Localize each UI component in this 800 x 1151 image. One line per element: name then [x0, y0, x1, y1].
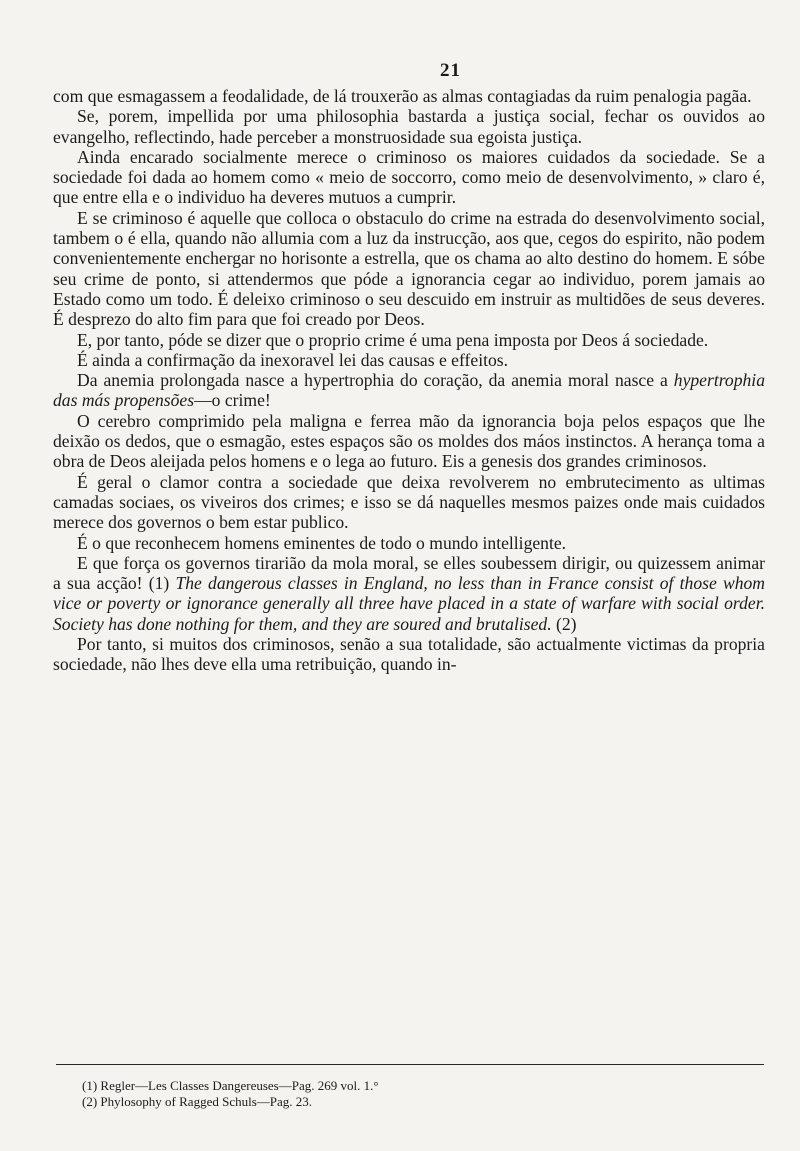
- footnote-rule: [56, 1064, 764, 1065]
- text-run: E, por tanto, póde se dizer que o proprio crime é uma pena imposta por Deos á sociedade.: [77, 329, 709, 350]
- text-run: Se, porem, impellida por uma philosophia bastarda a justiça social, fechar os ouvidos ao evangelho, reflectindo, hade perceber a monstruosidade sua egoista justiça.: [53, 106, 765, 147]
- paragraph: [53, 472, 765, 533]
- body-text: [53, 86, 765, 675]
- text-run: O cerebro comprimido pela maligna e ferrea mão da ignorancia boja pelos espaços que lhe deixão os dedos, que o esmagão, estes espaços são os moldes dos máos instinctos. A herança toma a obra de Deos aleijada pelos homens e o lega ao futuro. Eis a genesis dos grandes criminosos.: [53, 410, 765, 472]
- paragraph: [53, 533, 765, 553]
- paragraph: [53, 86, 765, 106]
- text-run: É ainda a confirmação da inexoravel lei das causas e effeitos.: [77, 349, 509, 370]
- italic-text: The dangerous classes in England, no less than in France consist of those whom vice or poverty or ignorance generally all three have placed in a state of warfare with social order. Society has done nothing for them, and they are soured and brutalised.: [53, 573, 766, 634]
- page-number: 21: [440, 60, 461, 81]
- footnote: (1) Regler—Les Classes Dangereuses—Pag. 269 vol. 1.°: [82, 1078, 379, 1093]
- footnotes: [82, 1078, 682, 1110]
- text-run: com que esmagassem a feodalidade, de lá trouxerão as almas contagiadas da ruim penalogia pagãa.: [53, 86, 752, 106]
- paragraph: [53, 634, 765, 675]
- paragraph: [53, 147, 765, 208]
- paragraph: [53, 370, 765, 411]
- paragraph: [53, 350, 765, 370]
- paragraph: [53, 208, 765, 330]
- text-run: E se criminoso é aquelle que colloca o obstaculo do crime na estrada do desenvolvimento social, tambem o é ella, quando não allumia com a luz da instrucção, aos que, cegos do espirito, não podem convenientemente enchergar no horisonte a estrella, que os chama ao alto destino do homem. E sóbe seu crime de ponto, si attendermos que póde a ignorancia cegar ao individuo, porem jamais ao Estado como um todo. É deleixo criminoso o seu descuido em instruir as multidões de seus deveres. É desprezo do alto fim para que foi creado por Deos.: [53, 207, 765, 330]
- footnote: (2) Phylosophy of Ragged Schuls—Pag. 23.: [82, 1094, 313, 1109]
- text-run: É geral o clamor contra a sociedade que deixa revolverem no embrutecimento as ultimas camadas sociaes, os viveiros dos crimes; e isso se dá naquelles mesmos paizes onde mais cuidados merece dos governos o bem estar publico.: [53, 471, 765, 533]
- text-run: É o que reconhecem homens eminentes de todo o mundo intelligente.: [77, 532, 567, 553]
- text-run: —o crime!: [194, 390, 271, 411]
- text-run: Da anemia prolongada nasce a hypertrophia do coração, da anemia moral nasce a: [77, 370, 674, 391]
- text-run: E que força os governos tirarião da mola moral, se elles soubessem dirigir, ou quizessem animar a sua acção! (1): [53, 552, 765, 594]
- text-run: (2): [551, 613, 577, 634]
- italic-text: hypertrophia das más propensões: [53, 370, 765, 411]
- paragraph: [53, 411, 765, 472]
- paragraph: [53, 553, 765, 634]
- paragraph: [53, 330, 765, 350]
- text-run: Ainda encarado socialmente merece o criminoso os maiores cuidados da sociedade. Se a sociedade foi dada ao homem como « meio de soccorro, como meio de desenvolvimento, » claro é, que entre ella e o individuo ha deveres mutuos a cumprir.: [53, 146, 765, 208]
- paragraph: [53, 106, 765, 147]
- text-run: Por tanto, si muitos dos criminosos, senão a sua totalidade, são actualmente victimas da propria sociedade, não lhes deve ella uma retribuição, quando in-: [53, 634, 765, 675]
